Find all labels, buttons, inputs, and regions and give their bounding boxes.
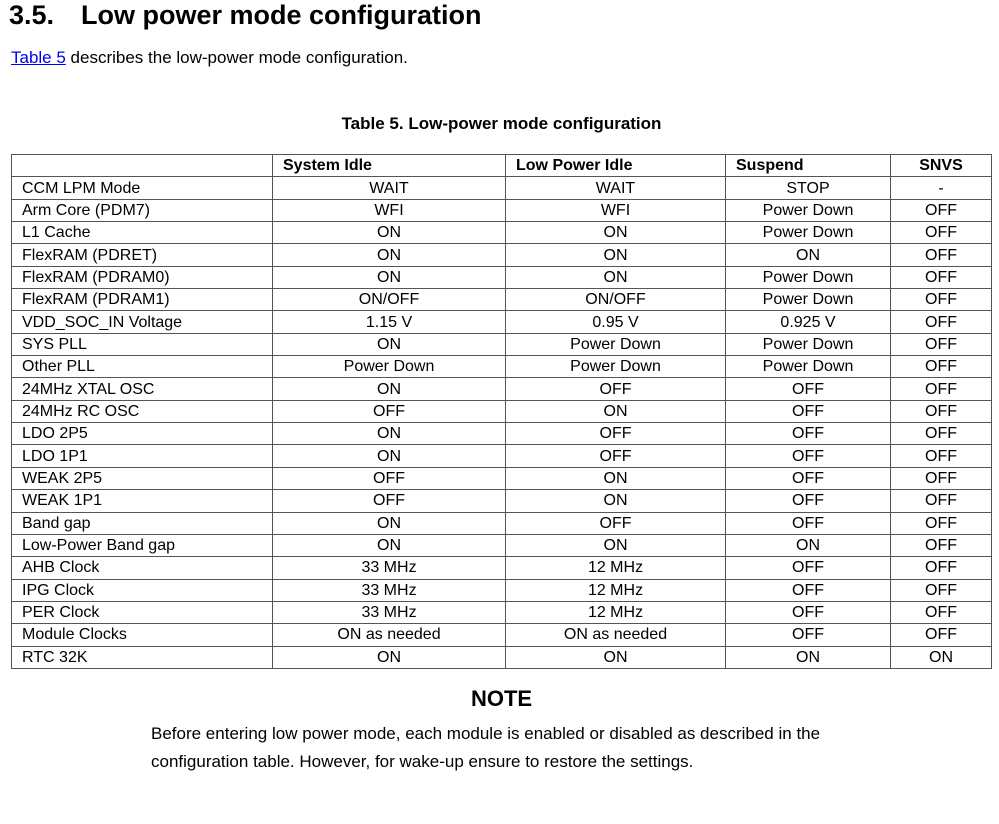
low-power-mode-table [11, 154, 992, 669]
intro-paragraph [11, 46, 408, 70]
table-cell-snvs: OFF [891, 467, 992, 489]
table-row [12, 624, 992, 646]
table-cell-system-idle: ON [273, 333, 506, 355]
table-cell-system-idle: ON [273, 423, 506, 445]
table-5-link[interactable]: Table 5 [11, 48, 66, 67]
table-cell-suspend: Power Down [726, 289, 891, 311]
table-cell-snvs: OFF [891, 378, 992, 400]
table-cell-low-power-idle: ON/OFF [506, 289, 726, 311]
table-row [12, 423, 992, 445]
table-cell-parameter: RTC 32K [12, 646, 273, 668]
header-cell-system-idle: System Idle [273, 155, 506, 177]
table-cell-snvs: OFF [891, 266, 992, 288]
table-cell-system-idle: ON as needed [273, 624, 506, 646]
table-cell-parameter: Module Clocks [12, 624, 273, 646]
table-cell-system-idle: 33 MHz [273, 579, 506, 601]
table-cell-snvs: OFF [891, 289, 992, 311]
table-cell-snvs: OFF [891, 400, 992, 422]
table-cell-suspend: ON [726, 534, 891, 556]
table-row [12, 289, 992, 311]
table-cell-system-idle: ON [273, 244, 506, 266]
table-cell-system-idle: ON [273, 646, 506, 668]
table-cell-low-power-idle: ON [506, 490, 726, 512]
table-cell-suspend: Power Down [726, 222, 891, 244]
table-cell-parameter: SYS PLL [12, 333, 273, 355]
table-cell-parameter: AHB Clock [12, 557, 273, 579]
table-cell-parameter: L1 Cache [12, 222, 273, 244]
table-cell-snvs: - [891, 177, 992, 199]
table-cell-low-power-idle: ON [506, 400, 726, 422]
table-cell-low-power-idle: ON [506, 222, 726, 244]
note-body: Before entering low power mode, each module is enabled or disabled as described in the configuration table. However, for wake-up ensure to restore the settings. [151, 724, 821, 771]
table-cell-suspend: OFF [726, 579, 891, 601]
table-cell-low-power-idle: Power Down [506, 356, 726, 378]
table-cell-parameter: IPG Clock [12, 579, 273, 601]
table-cell-low-power-idle: 12 MHz [506, 557, 726, 579]
table-cell-low-power-idle: 0.95 V [506, 311, 726, 333]
table-cell-parameter: Other PLL [12, 356, 273, 378]
table-cell-suspend: Power Down [726, 356, 891, 378]
table-caption: Table 5. Low-power mode configuration [341, 114, 662, 133]
section-number: 3.5. [9, 0, 55, 30]
table-row [12, 333, 992, 355]
table-cell-snvs: OFF [891, 579, 992, 601]
intro-text: describes the low-power mode configuration. [65, 48, 408, 67]
table-row [12, 378, 992, 400]
table-cell-system-idle: ON [273, 534, 506, 556]
table-cell-parameter: CCM LPM Mode [12, 177, 273, 199]
table-cell-parameter: 24MHz XTAL OSC [12, 378, 273, 400]
section-heading [9, 0, 482, 32]
table-row [12, 177, 992, 199]
table-cell-suspend: ON [726, 646, 891, 668]
table-header-row [12, 155, 992, 177]
table-body [12, 177, 992, 669]
table-cell-snvs: OFF [891, 244, 992, 266]
table-cell-parameter: WEAK 1P1 [12, 490, 273, 512]
table-row [12, 311, 992, 333]
table-cell-suspend: Power Down [726, 199, 891, 221]
table-row [12, 490, 992, 512]
table-cell-system-idle: ON [273, 266, 506, 288]
table-cell-snvs: OFF [891, 534, 992, 556]
table-cell-system-idle: ON [273, 512, 506, 534]
table-cell-parameter: FlexRAM (PDRET) [12, 244, 273, 266]
table-cell-system-idle: 1.15 V [273, 311, 506, 333]
table-cell-parameter: FlexRAM (PDRAM0) [12, 266, 273, 288]
table-cell-parameter: WEAK 2P5 [12, 467, 273, 489]
table-cell-suspend: OFF [726, 445, 891, 467]
table-cell-snvs: OFF [891, 423, 992, 445]
table-cell-parameter: PER Clock [12, 601, 273, 623]
table-cell-parameter: LDO 1P1 [12, 445, 273, 467]
header-cell-low-power-idle: Low Power Idle [506, 155, 726, 177]
table-cell-parameter: 24MHz RC OSC [12, 400, 273, 422]
table-cell-system-idle: OFF [273, 490, 506, 512]
table-cell-suspend: OFF [726, 400, 891, 422]
header-cell-snvs: SNVS [891, 155, 992, 177]
table-row [12, 244, 992, 266]
table-row [12, 467, 992, 489]
table-cell-parameter: Low-Power Band gap [12, 534, 273, 556]
table-cell-low-power-idle: ON [506, 266, 726, 288]
table-cell-snvs: OFF [891, 624, 992, 646]
table-cell-suspend: OFF [726, 512, 891, 534]
table-cell-low-power-idle: 12 MHz [506, 579, 726, 601]
table-cell-low-power-idle: WFI [506, 199, 726, 221]
table-cell-system-idle: OFF [273, 400, 506, 422]
table-cell-snvs: ON [891, 646, 992, 668]
table-cell-parameter: VDD_SOC_IN Voltage [12, 311, 273, 333]
table-cell-low-power-idle: Power Down [506, 333, 726, 355]
table-row [12, 579, 992, 601]
table-row [12, 356, 992, 378]
table-row [12, 445, 992, 467]
table-cell-low-power-idle: OFF [506, 423, 726, 445]
table-cell-low-power-idle: OFF [506, 378, 726, 400]
table-cell-low-power-idle: ON as needed [506, 624, 726, 646]
table-cell-suspend: OFF [726, 490, 891, 512]
table-row [12, 534, 992, 556]
table-cell-system-idle: Power Down [273, 356, 506, 378]
table-cell-suspend: Power Down [726, 333, 891, 355]
table-cell-system-idle: OFF [273, 467, 506, 489]
table-cell-low-power-idle: ON [506, 534, 726, 556]
table-cell-snvs: OFF [891, 445, 992, 467]
table-cell-system-idle: WAIT [273, 177, 506, 199]
header-cell-parameter [12, 155, 273, 177]
header-cell-suspend: Suspend [726, 155, 891, 177]
table-cell-system-idle: WFI [273, 199, 506, 221]
table-cell-parameter: Arm Core (PDM7) [12, 199, 273, 221]
table-row [12, 557, 992, 579]
table-cell-snvs: OFF [891, 601, 992, 623]
table-cell-low-power-idle: ON [506, 646, 726, 668]
table-cell-snvs: OFF [891, 490, 992, 512]
table-cell-suspend: STOP [726, 177, 891, 199]
table-cell-parameter: FlexRAM (PDRAM1) [12, 289, 273, 311]
table-cell-snvs: OFF [891, 333, 992, 355]
table-cell-suspend: ON [726, 244, 891, 266]
table-cell-system-idle: ON [273, 222, 506, 244]
section-title: Low power mode configuration [81, 0, 482, 30]
table-cell-suspend: OFF [726, 378, 891, 400]
table-row [12, 646, 992, 668]
note-title: NOTE [470, 686, 533, 711]
table-cell-system-idle: 33 MHz [273, 601, 506, 623]
table-cell-snvs: OFF [891, 356, 992, 378]
table-cell-low-power-idle: OFF [506, 512, 726, 534]
table-cell-system-idle: ON [273, 378, 506, 400]
table-cell-snvs: OFF [891, 199, 992, 221]
table-row [12, 512, 992, 534]
table-cell-snvs: OFF [891, 311, 992, 333]
table-row [12, 601, 992, 623]
table-cell-suspend: OFF [726, 557, 891, 579]
table-row [12, 266, 992, 288]
table-cell-system-idle: ON [273, 445, 506, 467]
table-cell-low-power-idle: 12 MHz [506, 601, 726, 623]
table-cell-snvs: OFF [891, 557, 992, 579]
table-cell-system-idle: ON/OFF [273, 289, 506, 311]
table-cell-snvs: OFF [891, 222, 992, 244]
table-cell-suspend: Power Down [726, 266, 891, 288]
table-row [12, 400, 992, 422]
table-cell-suspend: OFF [726, 423, 891, 445]
table-cell-parameter: Band gap [12, 512, 273, 534]
table-cell-low-power-idle: WAIT [506, 177, 726, 199]
table-cell-suspend: 0.925 V [726, 311, 891, 333]
table-row [12, 199, 992, 221]
table-cell-low-power-idle: ON [506, 467, 726, 489]
table-cell-low-power-idle: ON [506, 244, 726, 266]
table-cell-low-power-idle: OFF [506, 445, 726, 467]
table-cell-parameter: LDO 2P5 [12, 423, 273, 445]
table-cell-suspend: OFF [726, 601, 891, 623]
table-cell-system-idle: 33 MHz [273, 557, 506, 579]
table-cell-snvs: OFF [891, 512, 992, 534]
table-row [12, 222, 992, 244]
table-cell-suspend: OFF [726, 467, 891, 489]
table-cell-suspend: OFF [726, 624, 891, 646]
